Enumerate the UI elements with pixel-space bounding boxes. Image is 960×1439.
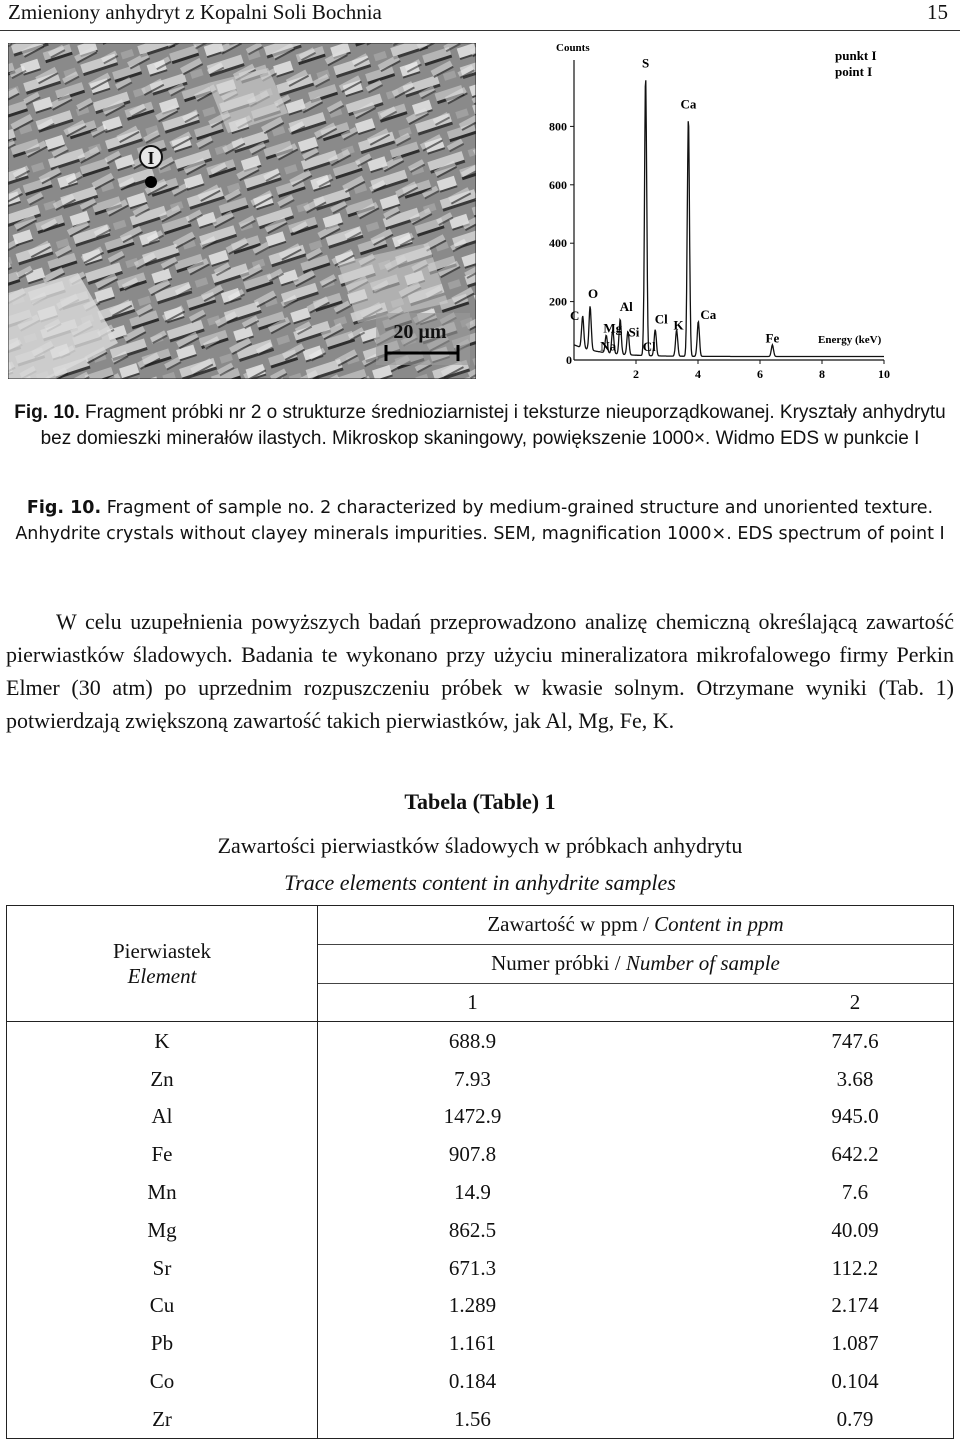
header-sample-number <box>318 944 954 983</box>
cell-element: K <box>7 1022 318 1060</box>
y-tick-label: 400 <box>549 236 567 251</box>
peak-label-s: S <box>641 55 650 71</box>
trace-elements-table <box>6 905 954 1439</box>
x-tick-label: 2 <box>633 367 639 381</box>
cell-element: Cu <box>7 1287 318 1325</box>
table-subtitle-en: Trace elements content in anhydrite samples <box>284 870 676 895</box>
header-sample-2: 2 <box>717 983 954 1022</box>
header-content <box>318 906 954 945</box>
cell-sample-1: 14.9 <box>454 1179 491 1204</box>
y-tick-label: 600 <box>549 177 567 192</box>
cell-element: Fe <box>7 1136 318 1174</box>
cell-sample-2: 112.2 <box>717 1249 954 1287</box>
eds-spectrum-chart <box>530 38 920 388</box>
caption-en-label: Fig. 10. <box>26 498 102 518</box>
table-row <box>7 1363 954 1401</box>
cell-sample-1: 1472.9 <box>443 1104 502 1129</box>
sem-micrograph <box>8 43 476 379</box>
body-paragraph <box>6 605 954 737</box>
cell-sample-1: 671.3 <box>448 1255 497 1280</box>
peak-label-cl-secondary: Cl <box>642 339 656 355</box>
cell-sample-2: 0.79 <box>717 1400 954 1438</box>
cell-sample-2: 1.087 <box>717 1325 954 1363</box>
counts-label: Counts <box>556 42 590 54</box>
header-content-pl: Zawartość w ppm / <box>487 912 649 937</box>
x-tick-label: 4 <box>695 367 701 381</box>
cell-element: Zn <box>7 1060 318 1098</box>
running-title: Zmieniony anhydryt z Kopalni Soli Bochnia <box>8 0 382 24</box>
cell-sample-1: 688.9 <box>448 1028 497 1053</box>
cell-sample-1: 862.5 <box>448 1217 497 1242</box>
cell-sample-2: 642.2 <box>717 1136 954 1174</box>
cell-sample-1: 1.56 <box>318 1400 718 1438</box>
figure-caption-en <box>6 495 954 547</box>
caption-pl-text: Fragment próbki nr 2 o strukturze średnioziarnistej i teksturze nieuporządkowanej. Kryształy anhydrytu bez domieszki minerałów ilastych. Mikroskop skaningowy, powiększenie 1000×. Widmo EDS w punkcie I <box>40 402 946 449</box>
point-label-en: point I <box>835 64 873 79</box>
x-tick-label: 8 <box>819 367 825 381</box>
cell-sample-1: 1.289 <box>448 1293 497 1318</box>
cell-element: Co <box>7 1363 318 1401</box>
table-row <box>7 1136 954 1174</box>
peak-label-k: K <box>673 317 684 333</box>
cell-sample-1: 1.161 <box>448 1331 497 1356</box>
point-marker-dot <box>145 176 157 188</box>
point-label-pl: punkt I <box>835 48 877 63</box>
cell-element: Al <box>7 1098 318 1136</box>
header-content-en: Content in ppm <box>654 912 784 937</box>
spectrum-line <box>574 80 884 356</box>
caption-en-text: Fragment of sample no. 2 characterized by medium-grained structure and unoriented texture. Anhydrite crystals without clayey minerals impurities. SEM, magnification 1000×. EDS spectrum of point I <box>15 498 945 544</box>
cell-element: Pb <box>7 1325 318 1363</box>
body-text: W celu uzupełnienia powyższych badań przeprowadzono analizę chemiczną określającą zawartość pierwiastków śladowych. Badania te wykonano przy użyciu mineralizatora mikrofalowego firmy Perkin Elmer (30 atm) po uprzednim rozpuszczeniu próbek w kwasie solnym. Otrzymane wyniki (Tab. 1) potwierdzają zwiększoną zawartość takich pierwiastków, jak Al, Mg, Fe, K. <box>6 609 954 733</box>
peak-label-na: Na <box>600 338 617 354</box>
peak-label-ca: Ca <box>680 96 697 112</box>
cell-sample-2: 7.6 <box>717 1174 954 1212</box>
table-row <box>7 1249 954 1287</box>
energy-label: Energy (keV) <box>818 334 882 346</box>
cell-sample-2: 945.0 <box>717 1098 954 1136</box>
table-row <box>7 1400 954 1438</box>
cell-sample-2: 2.174 <box>717 1287 954 1325</box>
cell-sample-2: 40.09 <box>717 1211 954 1249</box>
y-tick-label: 200 <box>549 294 567 309</box>
header-number-pl: Numer próbki / <box>491 951 621 976</box>
table-row <box>7 1174 954 1212</box>
header-sample-1: 1 <box>318 983 718 1022</box>
table-row <box>7 1060 954 1098</box>
y-tick-label: 800 <box>549 119 567 134</box>
table-row <box>7 1211 954 1249</box>
cell-element: Zr <box>7 1400 318 1438</box>
cell-element: Mn <box>7 1174 318 1212</box>
header-element-en: Element <box>127 963 197 988</box>
table-title: Tabela (Table) 1 <box>404 789 556 814</box>
header-element <box>7 906 318 1022</box>
header-number-en: Number of sample <box>625 951 780 976</box>
cell-sample-2: 0.104 <box>717 1363 954 1401</box>
table-row <box>7 1325 954 1363</box>
origin-label: 0 <box>566 353 572 367</box>
peak-label-al: Al <box>619 298 633 314</box>
cell-sample-1: 7.93 <box>454 1066 491 1091</box>
peak-label-ca: Ca <box>700 306 717 322</box>
peak-label-si: Si <box>628 324 640 340</box>
header-rule <box>0 30 960 31</box>
header-element-pl: Pierwiastek <box>113 938 211 963</box>
peak-label-fe: Fe <box>765 330 780 346</box>
peak-label-c: C <box>569 307 580 323</box>
scale-bar-label: 20 µm <box>393 321 447 343</box>
x-tick-label: 6 <box>757 367 763 381</box>
point-marker-label: I <box>147 148 155 168</box>
peak-label-mg: Mg <box>603 320 623 336</box>
table-row <box>7 1287 954 1325</box>
cell-sample-1: 907.8 <box>448 1142 497 1167</box>
figure-caption-pl <box>6 400 954 452</box>
x-tick-label: 10 <box>878 367 890 381</box>
cell-element: Mg <box>7 1211 318 1249</box>
cell-element: Sr <box>7 1249 318 1287</box>
cell-sample-2: 747.6 <box>717 1022 954 1060</box>
cell-sample-1: 0.184 <box>448 1368 497 1393</box>
cell-sample-2: 3.68 <box>717 1060 954 1098</box>
table-subtitle-pl: Zawartości pierwiastków śladowych w próbkach anhydrytu <box>217 833 743 858</box>
table-row <box>7 1022 954 1060</box>
page-number: 15 <box>927 0 948 24</box>
peak-label-o: O <box>588 286 599 302</box>
table-row <box>7 1098 954 1136</box>
peak-label-cl: Cl <box>654 311 668 327</box>
caption-pl-label: Fig. 10. <box>14 402 80 423</box>
